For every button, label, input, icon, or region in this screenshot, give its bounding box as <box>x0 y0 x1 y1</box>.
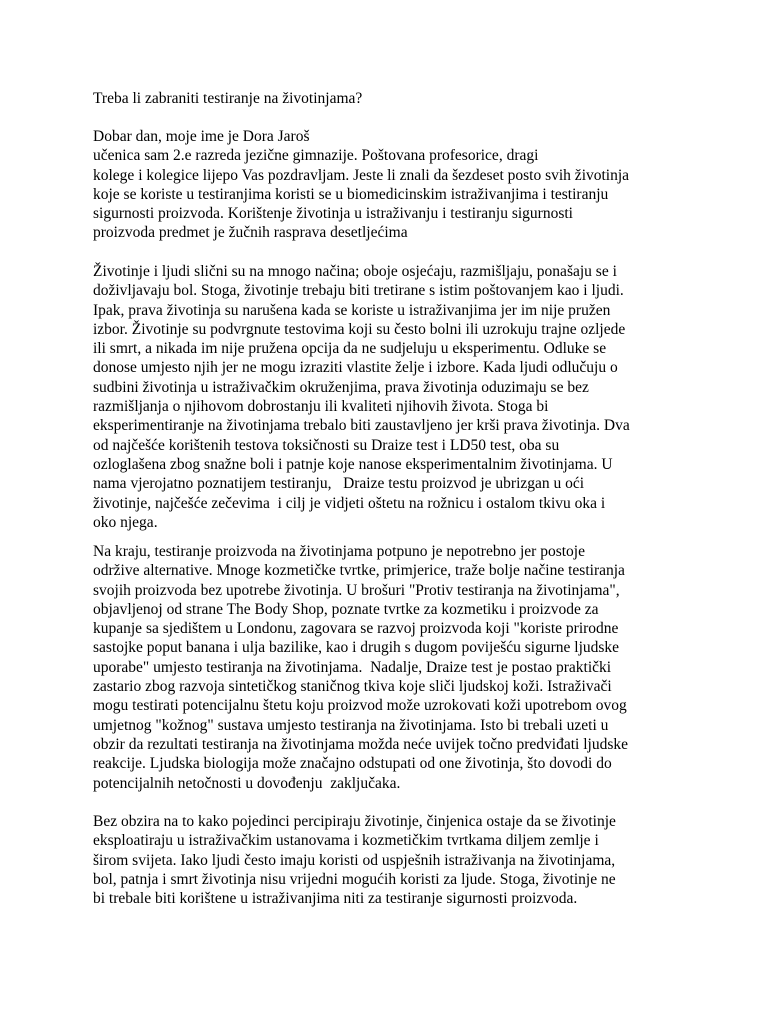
text-line: životinje, najčešće zečevima i cilj je vidjeti oštetu na rožnicu i ostalom tkivu oka i <box>93 494 606 512</box>
text-line: svojih proizvoda bez upotrebe životinja. U brošuri "Protiv testiranja na životinjama", <box>93 581 620 599</box>
text-line: kupanje sa sjedištem u Londonu, zagovara se razvoj proizvoda koji "koriste prirodne <box>93 620 619 638</box>
text-line: bol, patnja i smrt životinja nisu vrijedni mogućih koristi za ljude. Stoga, životinje ne <box>93 870 616 888</box>
text-line: koje se koriste u testiranjima koristi se u biomedicinskim istraživanjima i testiranju <box>93 185 609 203</box>
text-line: uporabe" umjesto testiranja na životinjama. Nadalje, Draize test je postao praktički <box>93 658 612 676</box>
text-line: od najčešće korištenih testova toksičnosti su Draize test i LD50 test, oba su <box>93 436 560 454</box>
text-line: Dobar dan, moje ime je Dora Jaroš <box>93 128 310 145</box>
text-line: objavljenoj od strane The Body Shop, poznate tvrtke za kozmetiku i proizvode za <box>93 600 599 618</box>
text-line: sudbini životinja u istraživačkim okruženjima, prava životinja oduzimaju se bez <box>93 378 589 396</box>
text-line: sastojke poput banana i ulja bazilike, kao i drugih s dugom poviješću sigurne ljudske <box>93 639 620 657</box>
text-line: mogu testirati potencijalnu štetu koju proizvod može uzrokovati koži upotrebom ovog <box>93 697 627 715</box>
text-line: kolege i kolegice lijepo Vas pozdravljam. Jeste li znali da šezdeset posto svih životinja <box>93 166 630 184</box>
text-line: eksperimentiranje na životinjama trebalo biti zaustavljeno jer krši prava životinja. Dva <box>93 417 630 435</box>
text-line: učenica sam 2.e razreda jezične gimnazije. Poštovana profesorice, dragi <box>93 147 539 165</box>
text-line: Na kraju, testiranje proizvoda na životinjama potpuno je nepotrebno jer postoje <box>93 543 585 560</box>
text-line: Životinje i ljudi slični su na mnogo načina; oboje osjećaju, razmišljaju, ponašaju se i <box>93 263 617 280</box>
text-line: sigurnosti proizvoda. Korištenje životinja u istraživanju i testiranju sigurnosti <box>93 205 573 223</box>
text-line: bi trebale biti korištene u istraživanjima niti za testiranje sigurnosti proizvoda. <box>93 890 578 908</box>
text-line: potencijalnih netočnosti u dovođenju zaključaka. <box>93 774 401 792</box>
text-line: ili smrt, a nikada im nije pružena opcija da ne sudjeluju u eksperimentu. Odluke se <box>93 340 607 358</box>
text-line: donose umjesto njih jer ne mogu izraziti vlastite želje i izbore. Kada ljudi odlučuju o <box>93 359 618 377</box>
text-line: nama vjerojatno poznatijem testiranju, Draize testu proizvod je ubrizgan u oći <box>93 475 585 493</box>
text-line: eksploatiraju u istraživačkim ustanovama i kozmetičkim tvrtkama diljem zemlje i <box>93 832 599 850</box>
paragraph-introduction <box>93 127 693 243</box>
paragraph-conclusion <box>93 812 693 908</box>
text-line: širom svijeta. Iako ljudi često imaju koristi od uspješnih istraživanja na životinjama, <box>93 851 616 869</box>
text-line: reakcije. Ljudska biologija može značajno odstupati od one životinja, što dovodi do <box>93 755 612 773</box>
text-line: izbor. Životinje su podvrgnute testovima koji su često bolni ili uzrokuju trajne ozljede <box>93 320 626 338</box>
text-line: održive alternative. Mnoge kozmetičke tvrtke, primjerice, traže bolje načine testiranja <box>93 562 625 580</box>
text-line: ozloglašena zbog snažne boli i patnje koje nanose eksperimentalnim životinjama. U <box>93 455 613 473</box>
text-line: zastario zbog razvoja sintetičkog staničnog tkiva koje sliči ljudskoj koži. Istraživači <box>93 678 612 696</box>
document-title: Treba li zabraniti testiranje na životinjama? <box>93 90 363 107</box>
text-line: Ipak, prava životinja su narušena kada se koriste u istraživanjima jer im nije pružen <box>93 301 611 319</box>
text-line: proizvoda predmet je žučnih rasprava desetljećima <box>93 224 408 242</box>
text-line: obzir da rezultati testiranja na životinjama možda neće uvijek točno predviđati ljudske <box>93 735 628 753</box>
text-line: doživljavaju bol. Stoga, životinje trebaju biti tretirane s istim poštovanjem kao i ljudi. <box>93 282 624 300</box>
text-line: oko njega. <box>93 513 158 531</box>
text-line: umjetnog "kožnog" sustava umjesto testiranja na životinjama. Isto bi trebali uzeti u <box>93 716 609 734</box>
paragraph-animal-rights <box>93 262 693 532</box>
text-line: Bez obzira na to kako pojedinci percipiraju životinje, činjenica ostaje da se životinje <box>93 813 616 830</box>
text-line: razmišljanja o njihovom dobrostanju ili kvaliteti njihovih života. Stoga bi <box>93 398 549 416</box>
paragraph-alternatives <box>93 542 693 793</box>
